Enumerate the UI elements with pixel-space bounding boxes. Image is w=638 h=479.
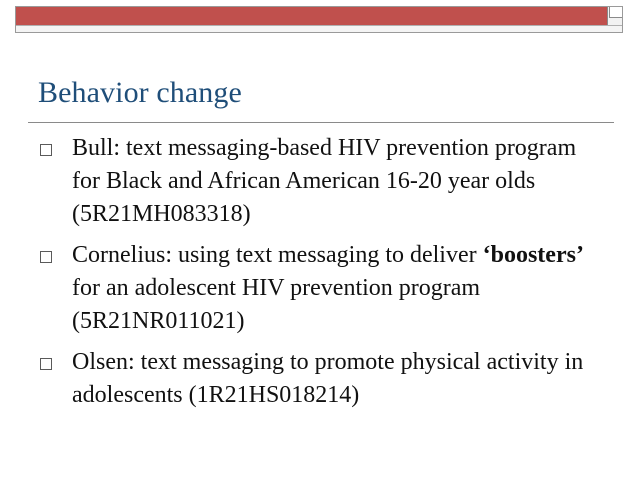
bullet-text-part: Bull: text messaging-based HIV prevention program for Black and African American 16-20 year olds (5R21MH083318): [72, 135, 577, 227]
bullet-text: [72, 242, 584, 334]
bullet-text-bold: ‘boosters’: [482, 242, 584, 268]
bullet-item: [38, 132, 598, 231]
square-bullet-icon: [40, 144, 52, 156]
bullet-item: [38, 346, 598, 412]
square-bullet-icon: [40, 358, 52, 370]
bullet-text-part: Cornelius: using text messaging to deliver: [72, 242, 483, 268]
bullet-text: [72, 135, 576, 227]
header-decoration: [15, 6, 623, 33]
corner-box: [609, 7, 622, 18]
slide-title: Behavior change: [38, 76, 242, 109]
bullet-text-part: Olsen: text messaging to promote physical activity in adolescents (1R21HS018214): [72, 349, 584, 408]
bullet-list: [38, 132, 598, 420]
bullet-text-part: for an adolescent HIV prevention program (5R21NR011021): [72, 275, 481, 334]
title-divider: [28, 122, 614, 123]
bullet-item: [38, 239, 598, 338]
bullet-text: [72, 349, 583, 408]
square-bullet-icon: [40, 251, 52, 263]
header-strip: [16, 25, 622, 32]
